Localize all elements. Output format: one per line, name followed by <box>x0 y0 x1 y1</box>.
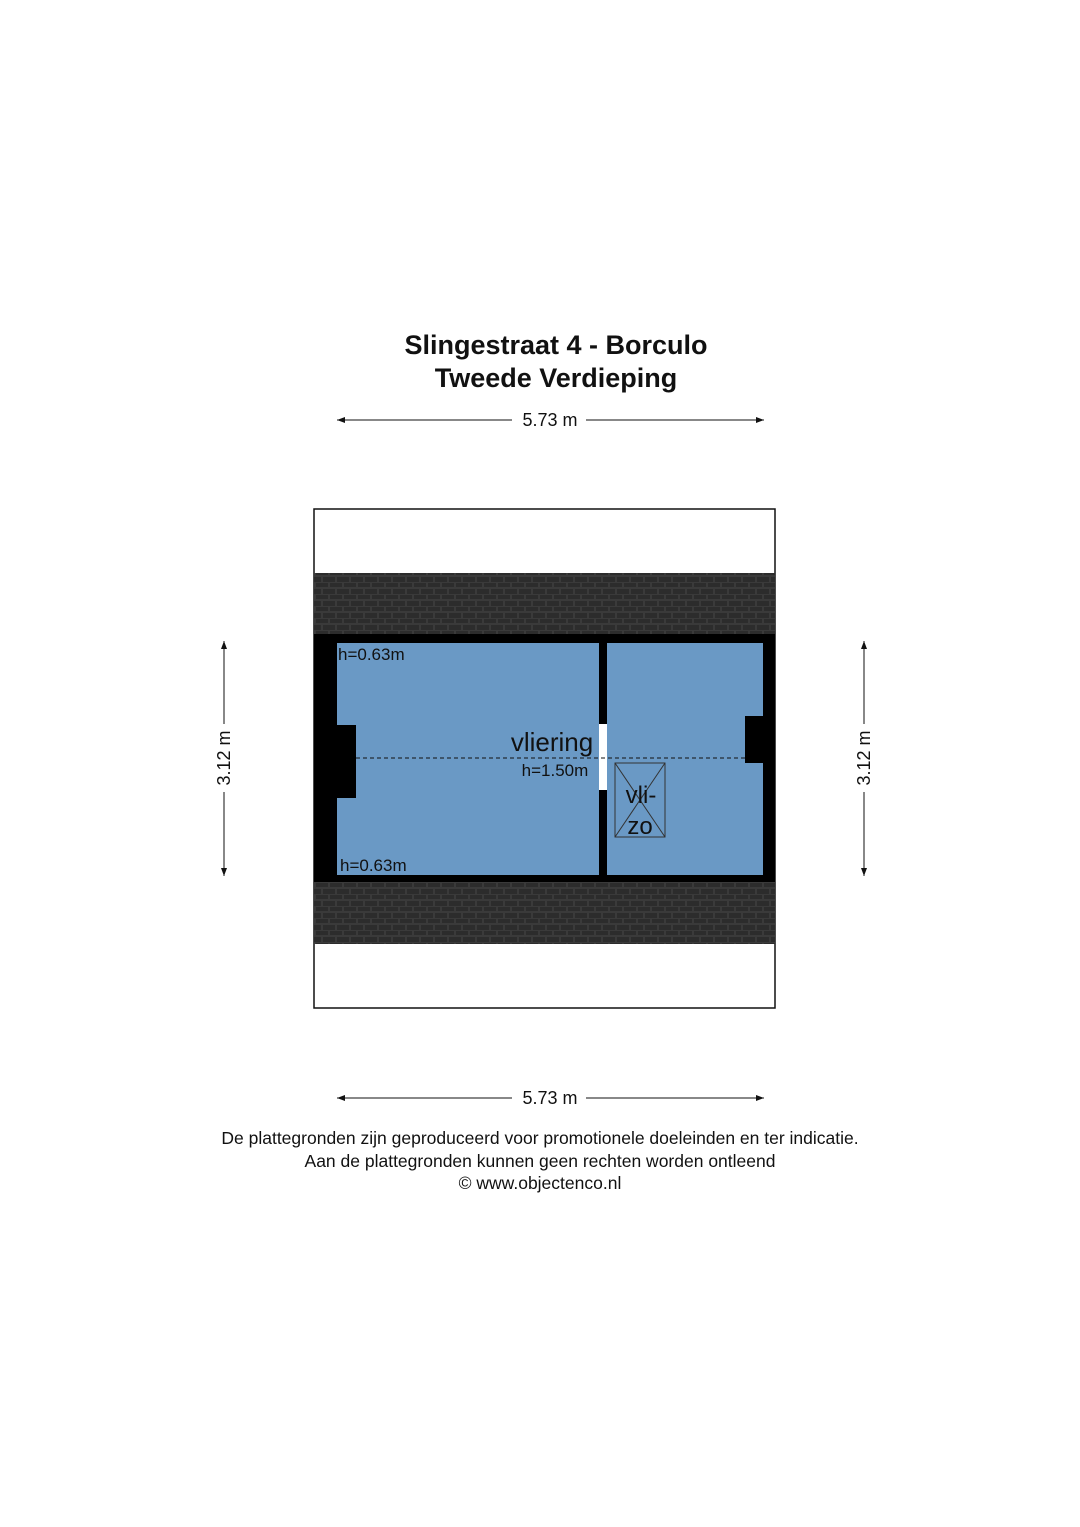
dimension-width-bottom: 5.73 m <box>522 1088 578 1108</box>
dimension-right <box>854 641 874 876</box>
dimension-depth-right: 3.12 m <box>854 730 874 786</box>
dimension-left <box>214 641 234 876</box>
room-vliering-left <box>337 643 599 875</box>
disclaimer-line-2: Aan de plattegronden kunnen geen rechten worden ontleend <box>304 1151 776 1171</box>
disclaimer-line-1: De plattegronden zijn geproduceerd voor promotionele doeleinden en ter indicatie. <box>221 1128 859 1148</box>
ridge-height: h=1.50m <box>521 761 589 780</box>
page-title-line-1: Slingestraat 4 - Borculo <box>404 330 708 360</box>
door-opening <box>599 724 607 790</box>
hatch-label-line-2: zo <box>627 813 653 840</box>
dimension-top <box>337 410 764 430</box>
dimension-width-top: 5.73 m <box>522 410 578 430</box>
dimension-bottom <box>337 1088 764 1108</box>
eave-height-bottom: h=0.63m <box>340 856 407 875</box>
room-vliering-right <box>607 643 763 875</box>
eave-height-top: h=0.63m <box>338 645 405 664</box>
page-title-line-2: Tweede Verdieping <box>434 363 678 393</box>
room-label-vliering: vliering <box>510 727 594 757</box>
hatch-label-line-1: vli- <box>625 782 657 809</box>
chimney-right <box>745 716 763 763</box>
copyright-link[interactable]: © www.objectenco.nl <box>458 1173 622 1193</box>
roof-tiles-bottom <box>314 881 775 944</box>
dimension-depth-left: 3.12 m <box>214 730 234 786</box>
roof-tiles-top <box>314 573 775 635</box>
chimney-left <box>337 725 356 798</box>
